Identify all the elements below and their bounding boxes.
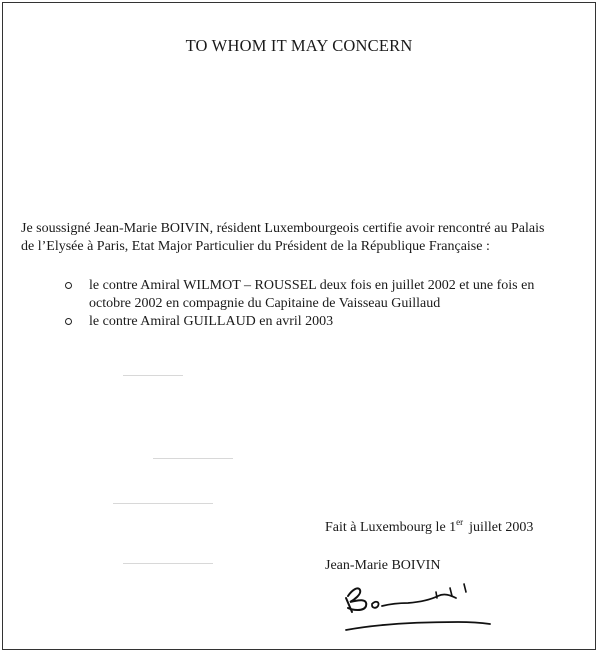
paragraph-line-2: de l’Elysée à Paris, Etat Major Particulier du Président de la République Française : [21,239,490,254]
meeting-list [65,277,585,331]
place-date-text: Fait à Luxembourg le 1 [325,520,457,535]
scan-artifact [123,563,213,564]
bullet-icon [65,282,72,289]
ordinal-suffix: er [456,517,464,527]
list-item-line: octobre 2002 en compagnie du Capitaine de Vaisseau Guillaud [89,296,441,311]
list-item-line: le contre Amiral GUILLAUD en avril 2003 [89,314,334,329]
place-date-month: juillet 2003 [469,520,534,535]
list-item-line: le contre Amiral WILMOT – ROUSSEL deux fois en juillet 2002 et une fois en [89,278,535,293]
document-page [2,2,596,650]
place-and-date [325,517,533,536]
certification-paragraph [21,220,589,256]
signer-name: Jean-Marie BOIVIN [325,558,441,573]
bullet-icon [65,318,72,325]
list-item [65,313,585,331]
document-title: TO WHOM IT MAY CONCERN [185,36,413,55]
scan-artifact [113,503,213,504]
handwritten-signature-icon [338,578,498,638]
paragraph-line-1: Je soussigné Jean-Marie BOIVIN, résident Luxembourgeois certifie avoir rencontré au Palais [21,221,545,236]
list-item [65,277,585,313]
scan-artifact [153,458,233,459]
scan-artifact [123,375,183,376]
